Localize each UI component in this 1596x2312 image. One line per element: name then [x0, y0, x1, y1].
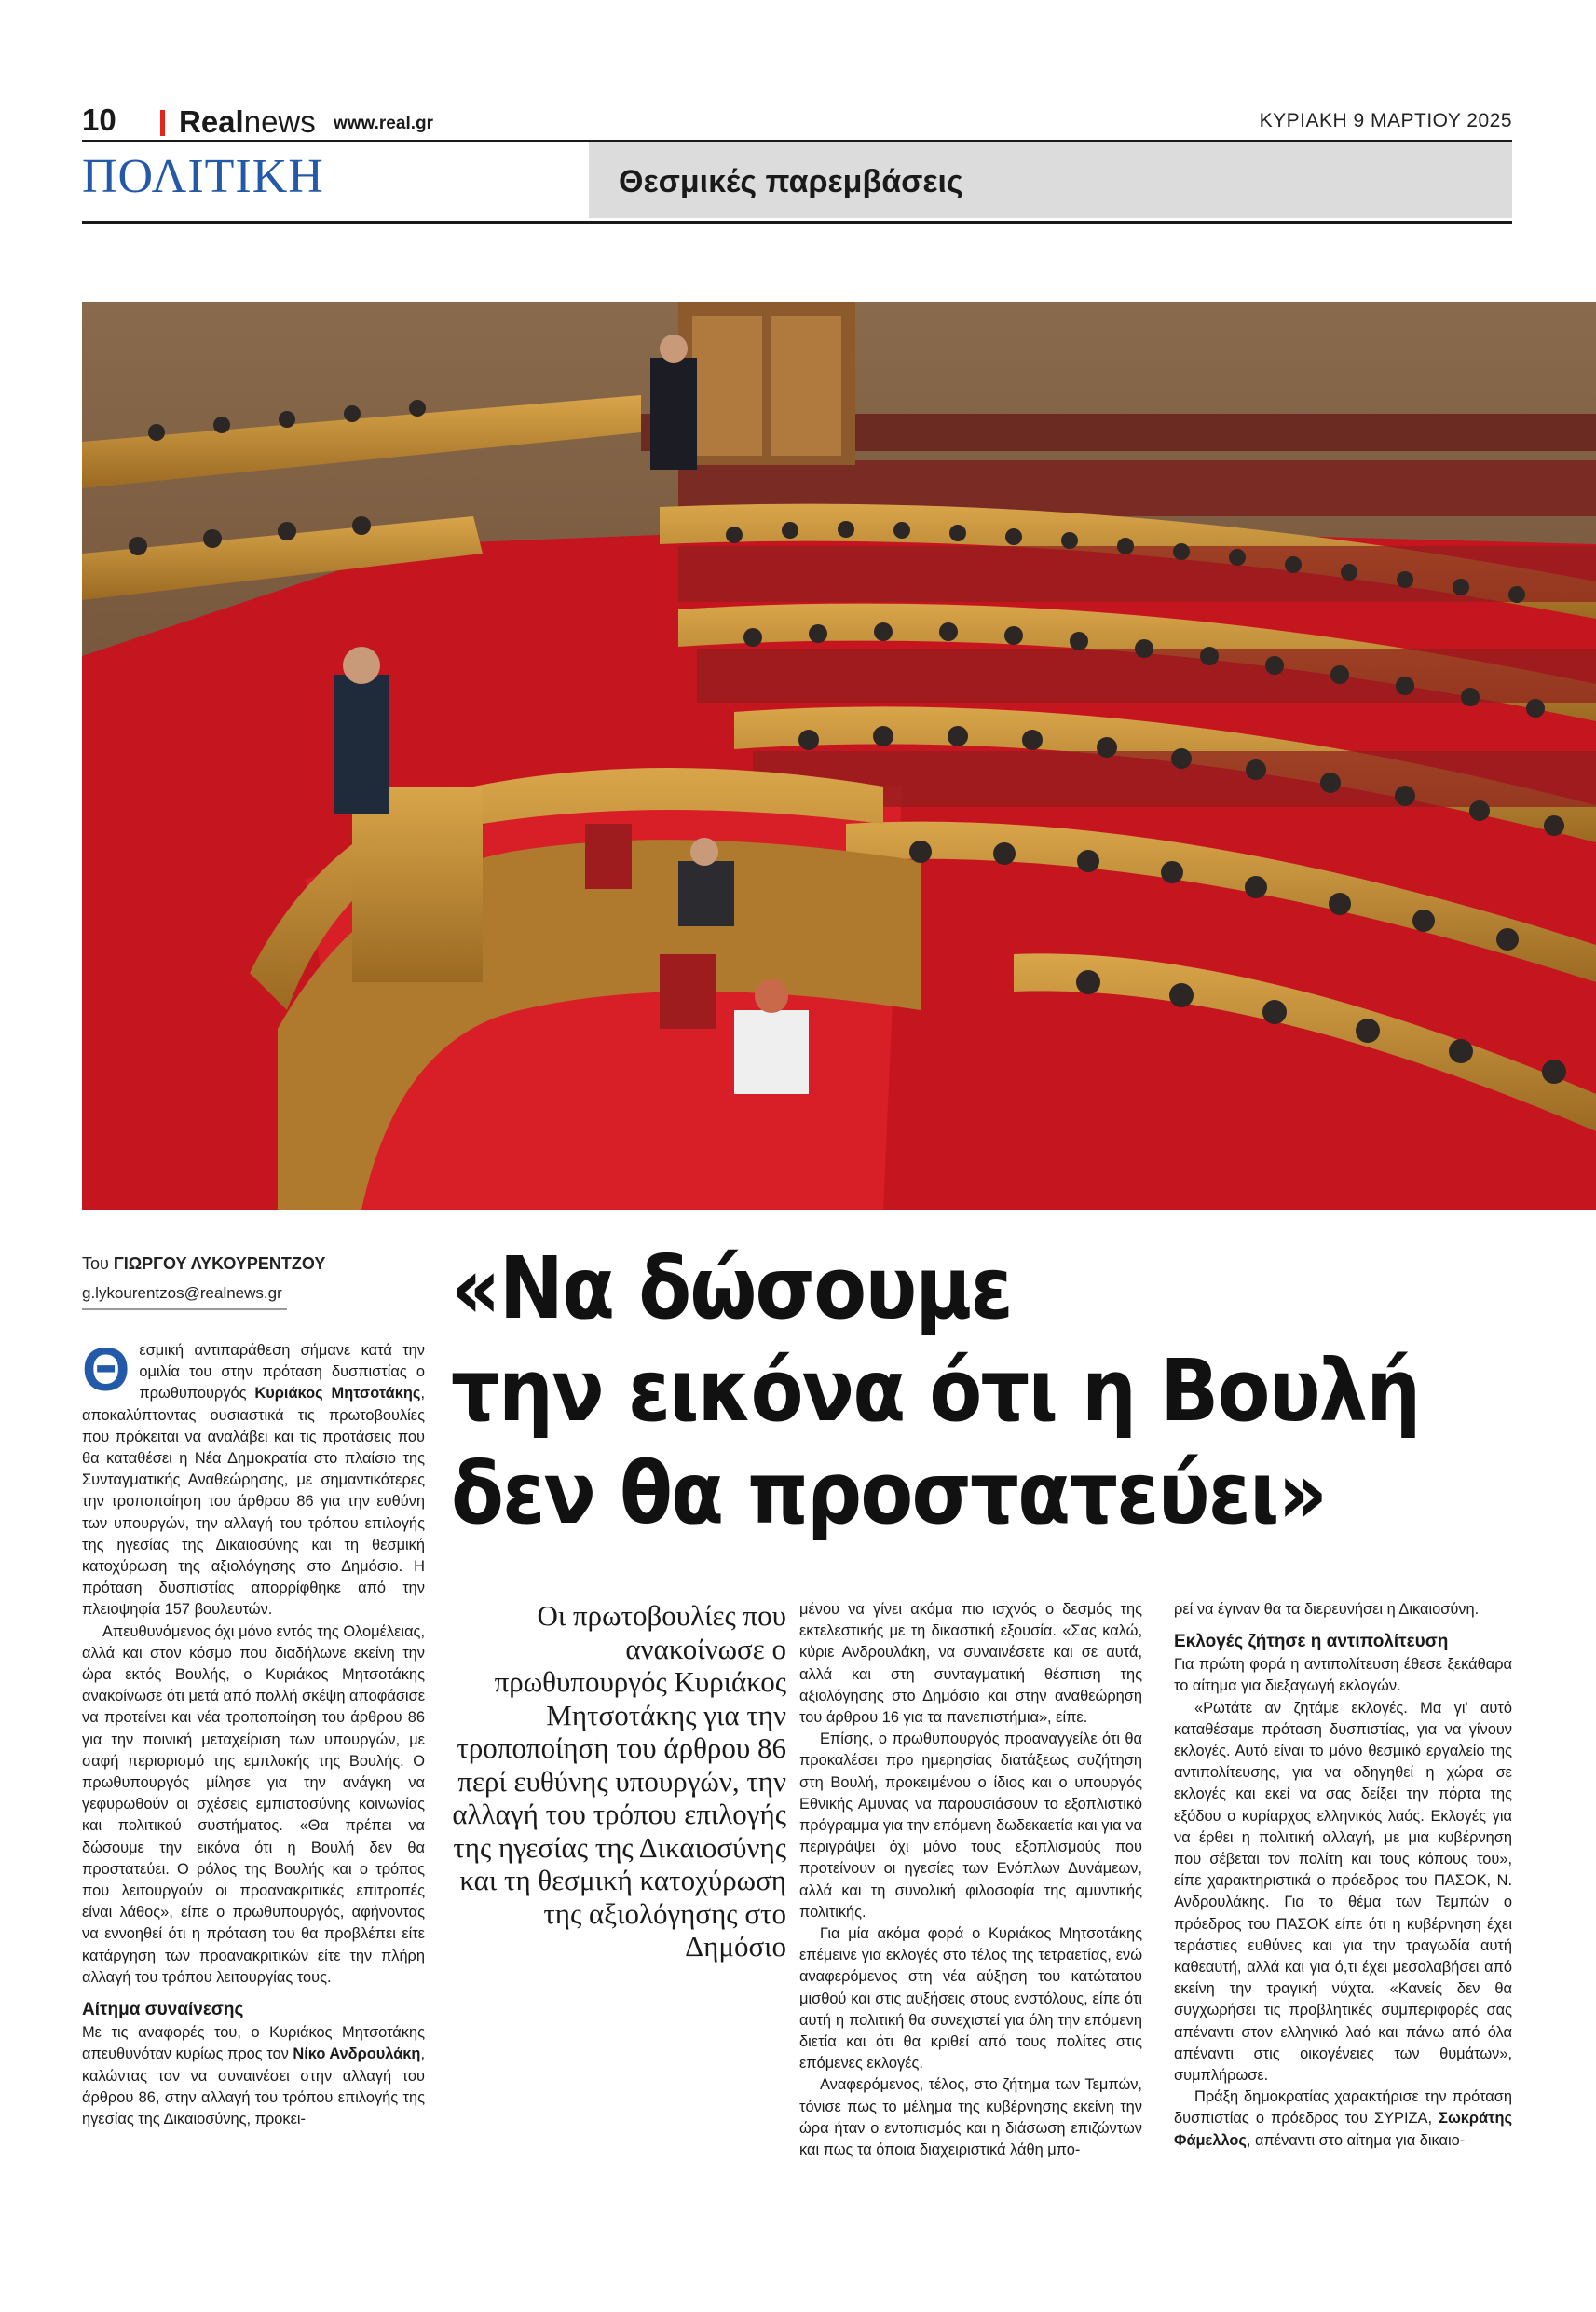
paragraph-9: Πράξη δημοκρατίας χαρακτήρισε την πρόταση δυσπιστίας ο πρόεδρος του ΣΥΡΙΖΑ, Σωκράτης Φάμελλος, απέναντι στο αίτημα για δικαιο- — [1174, 2088, 1512, 2149]
headline — [451, 1238, 1420, 1545]
issue-date: ΚΥΡΙΑΚΗ 9 ΜΑΡΤΙΟΥ 2025 — [1259, 110, 1512, 131]
section-rule — [82, 221, 1512, 224]
author-email[interactable]: g.lykourentzos@realnews.gr — [82, 1284, 282, 1302]
paragraph-7: Για πρώτη φορά η αντιπολίτευση έθεσε ξεκάθαρα το αίτημα για διεξαγωγή εκλογών. — [1174, 1656, 1512, 1695]
paragraph-3-start: Με τις αναφορές του, ο Κυριάκος Μητσοτάκης απευθυνόταν κυρίως προς τον Νίκο Ανδρουλάκη, καλώντας τον να συναινέσει στην αλλαγή του άρθρου 86, στην αλλαγή του τρόπου επιλογής της ηγεσίας της Δικαιοσύνης, προκει- — [82, 2024, 425, 2127]
section-title: ΠΟΛΙΤΙΚΗ — [82, 150, 324, 203]
paragraph-2: Απευθυνόμενος όχι μόνο εντός της Ολομέλειας, αλλά και στον κόσμο που διαδήλωνε εκείνη την ώρα εκτός Βουλής, ο Κυριάκος Μητσοτάκης ανακοίνωσε ότι μετά από πολλή σκέψη αποφάσισε να προτείνει και νέα τροποποίηση του άρθρου 86 για την ποινική μεταχείριση των υπουργών, με σαφή περιορισμό της εμπλοκής της Βουλής. Ο πρωθυπουργός μίλησε για την ανάγκη να γεφυρωθούν οι σχέσεις εμπιστοσύνης κοινωνίας και πολιτικού συστήματος. «Θα πρέπει να δώσουμε την εικόνα ότι η Βουλή δεν θα προστατεύει. Ο ρόλος της Βουλής και ο τρόπος που λειτουργούν οι προανακριτικές επιτροπές είναι λάθος», είπε ο πρωθυπουργός, αφήνοντας να εννοηθεί ότι η πρόταση του θα προβλέπει είτε κατάργηση των προανακριτικών είτε την πλήρη αλλαγή του τρόπου λειτουργίας τους. — [82, 1622, 425, 1986]
subheading-elections: Εκλογές ζήτησε η αντιπολίτευση — [1174, 1632, 1449, 1652]
paragraph-3-end: μένου να γίνει ακόμα πιο ισχνός ο δεσμός της εκτελεστικής με τη δικαστική εξουσία. «Σας καλώ, κύριε Ανδρουλάκη, να συναινέσετε και σε αυτά, αλλά και στη συνταγματική θέσπιση της αξιολόγησης στο Δημόσιο και στην αναθεώρηση του άρθρου 16 για τα πανεπιστήμια», είπε. — [799, 1601, 1142, 1727]
parliament-photo — [82, 302, 1596, 1210]
headline-line-2: την εικόνα ότι η Βουλή — [451, 1341, 1420, 1441]
drop-cap: Θ — [82, 1334, 130, 1403]
page-header — [82, 101, 1512, 142]
headline-line-3: δεν θα προστατεύει» — [451, 1443, 1327, 1543]
paragraph-6-end: ρεί να έγιναν θα τα διερευνήσει η Δικαιοσύνη. — [1174, 1601, 1480, 1618]
page-number-divider — [160, 110, 165, 136]
paragraph-5: Για μία ακόμα φορά ο Κυριάκος Μητσοτάκης επέμεινε για εκλογές στο τέλος της τετραετίας, ενώ αναφερόμενος στη νέα αύξηση του κατώτατου μισθού και στις αυξήσεις στους ενστόλους, είπε ότι αυτή η πολιτική θα συνεχιστεί για όλη την επόμενη διετία και ότι θα κριθεί από τους πολίτες στις επόμενες εκλογές. — [799, 1925, 1142, 2073]
pull-quote: Οι πρωτοβουλίες που ανακοίνωσε ο πρωθυπουργός Κυριάκος Μητσοτάκης για την τροποποίηση του άρθρου 86 περί ευθύνης υπουργών, την αλλαγή του τρόπου επιλογής της ηγεσίας της Δικαιοσύνης και τη θεσμική κατοχύρωση της αξιολόγησης στο Δημόσιο — [452, 1599, 786, 1963]
kicker: Θεσμικές παρεμβάσεις — [619, 164, 963, 199]
paragraph-8: «Ρωτάτε αν ζητάμε εκλογές. Μα γι' αυτό καταθέσαμε πρόταση δυσπιστίας, για να γίνουν εκλογές. Αυτό είναι το μόνο θεσμικό εργαλείο της αντιπολίτευσης, για να οδηγηθεί η χώρα σε εκλογές και εκεί να σας δείξει την πόρτα της εξόδου ο κυρίαρχος ελληνικός λαός. Εκλογές για να έρθει η πολιτική αλλαγή, με μια κυβέρνηση που σέβεται τον πολίτη και τους κόπους του», είπε χαρακτηριστικά ο πρόεδρος του ΠΑΣΟΚ, Ν. Ανδρουλάκης. Για το θέμα των Τεμπών ο πρόεδρος του ΠΑΣΟΚ είπε ότι η κυβέρνηση έχει τεράστιες ευθύνες και για την τραγωδία αυτή καθεαυτή, αλλά και για ό,τι έχει μεσολαβήσει από εκείνη την τραγική νύχτα. «Κανείς δεν θα συγχωρήσει τις προβλητικές συμπεριφορές σας απέναντι στον ελληνικό λαό και πάνω από όλα απέναντι στις οικογένειες των θυμάτων», συμπλήρωσε. — [1174, 1699, 1512, 2085]
headline-line-1: «Να δώσουμε — [451, 1238, 1012, 1338]
page-number: 10 — [82, 103, 116, 137]
article-column-1 — [82, 1334, 425, 2130]
byline: Του ΓΙΩΡΓΟΥ ΛΥΚΟΥΡΕΝΤΖΟΥ — [82, 1254, 326, 1273]
paragraph-1: Θεσμική αντιπαράθεση σήμανε κατά την ομιλία του στην πρόταση δυσπιστίας ο πρωθυπουργός Κυριάκος Μητσοτάκης, αποκαλύπτοντας ουσιαστικά τις πρωτοβουλίες που πρόκειται να αναλάβει και τις προτάσεις που θα καταθέσει η Νέα Δημοκρατία στο πλαίσιο της Συνταγματικής Αναθεώρησης, με σημαντικότερες την τροποποίηση του άρθρου 86 για την ευθύνη των υπουργών, την αλλαγή του τρόπου επιλογής της ηγεσίας της Δικαιοσύνης και τη θεσμική κατοχύρωση της αξιολόγησης στο Δημόσιο. Η πρόταση δυσπιστίας απορρίφθηκε από την πλειοψηφία 157 βουλευτών. — [82, 1334, 425, 1619]
article-column-4 — [1174, 1599, 1512, 2152]
article-column-3 — [799, 1599, 1142, 2161]
parliament-illustration — [82, 302, 1596, 1210]
paragraph-4: Επίσης, ο πρωθυπουργός προαναγγείλε ότι θα προκαλέσει προ ημερησίας διατάξεως συζήτηση στη Βουλή, προκειμένου ο ίδιος και ο υπουργός Εθνικής Αμυνας να παρουσιάσουν το εξοπλιστικό πρόγραμμα για την επόμενη δωδεκαετία και για να περιγράψει όχι μόνο τους εξοπλισμούς που προτείνουν οι ηγεσίες των Ενόπλων Δυνάμεων, αλλά και τη συνολική φιλοσοφία της αμυντικής πολιτικής. — [799, 1731, 1142, 1921]
paragraph-6-start: Αναφερόμενος, τέλος, στο ζήτημα των Τεμπών, τόνισε πως το μέλημα της κυβέρνησης εκείνη την ώρα ήταν ο εντοπισμός και η διάσωση επιζώντων και πως τα όποια διαχειριστικά λάθη μπο- — [799, 2076, 1142, 2159]
subheading-consensus: Αίτημα συναίνεσης — [82, 2000, 244, 2020]
website-url: www.real.gr — [334, 114, 433, 133]
byline-rule — [82, 1308, 287, 1310]
brand-logo: Realnews — [179, 104, 316, 139]
